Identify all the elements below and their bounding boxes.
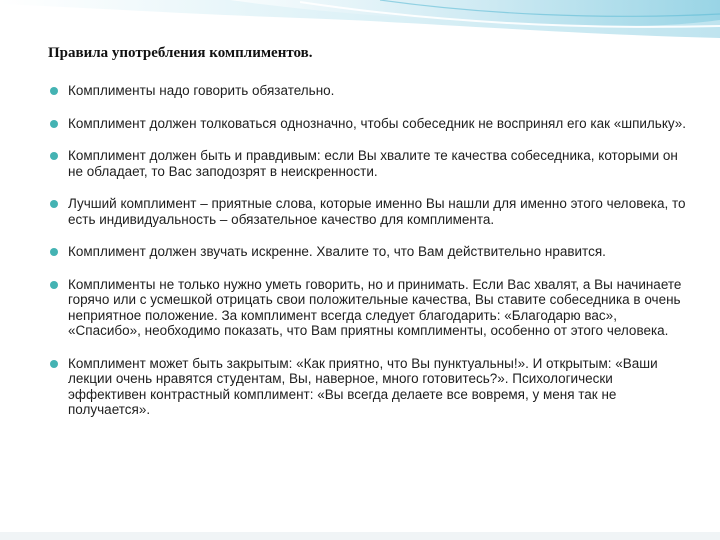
bullet-item-4: [49, 196, 689, 227]
bullet-item-6: [49, 277, 689, 339]
bullet-text: Комплименты не только нужно уметь говорить, но и принимать. Если Вас хвалят, а Вы начинаете горячо или с усмешкой отрицать свои положительные качества, Вы ставите собеседника в очень неприятное положение. За комплимент всегда следует благодарить: «Благодарю вас», «Спасибо», необходимо показать, что Вам приятны комплименты, особенно от этого человека.: [68, 276, 682, 338]
bullet-dot-icon: [50, 120, 58, 128]
bullet-dot-icon: [50, 281, 58, 289]
bullet-item-7: [49, 356, 689, 418]
bullet-dot-icon: [50, 87, 58, 95]
slide-title: Правила употребления комплиментов.: [48, 45, 313, 61]
bullet-item-5: [49, 244, 689, 260]
bullet-text: Комплимент должен звучать искренне. Хвалите то, что Вам действительно нравится.: [68, 244, 606, 259]
bullet-item-1: [49, 83, 689, 99]
bullet-text: Лучший комплимент – приятные слова, которые именно Вы нашли для именно этого человека, то есть индивидуальность – обязательное качество для комплимента.: [68, 196, 686, 227]
bullet-dot-icon: [50, 200, 58, 208]
bullet-text: Комплимент должен толковаться однозначно, чтобы собеседник не воспринял его как «шпильку».: [68, 115, 687, 131]
bullet-list: [49, 83, 689, 435]
bullet-text: Комплименты надо говорить обязательно.: [68, 83, 335, 98]
bullet-dot-icon: [50, 360, 58, 368]
bullet-dot-icon: [50, 248, 58, 256]
bullet-text: Комплимент может быть закрытым: «Как приятно, что Вы пунктуальны!». И открытым: «Ваши лекции очень нравятся студентам, Вы, наверное, много готовитесь?». Психологически эффективен контрастный комплимент: «Вы всегда делаете все вовремя, у меня так не получается».: [68, 355, 658, 417]
bullet-item-2: [49, 116, 689, 132]
bottom-edge-shade: [0, 532, 720, 540]
bullet-text: Комплимент должен быть и правдивым: если Вы хвалите те качества собеседника, которыми он не обладает, то Вас заподозрят в неискренности.: [68, 148, 678, 179]
bullet-dot-icon: [50, 152, 58, 160]
bullet-item-3: [49, 148, 689, 179]
